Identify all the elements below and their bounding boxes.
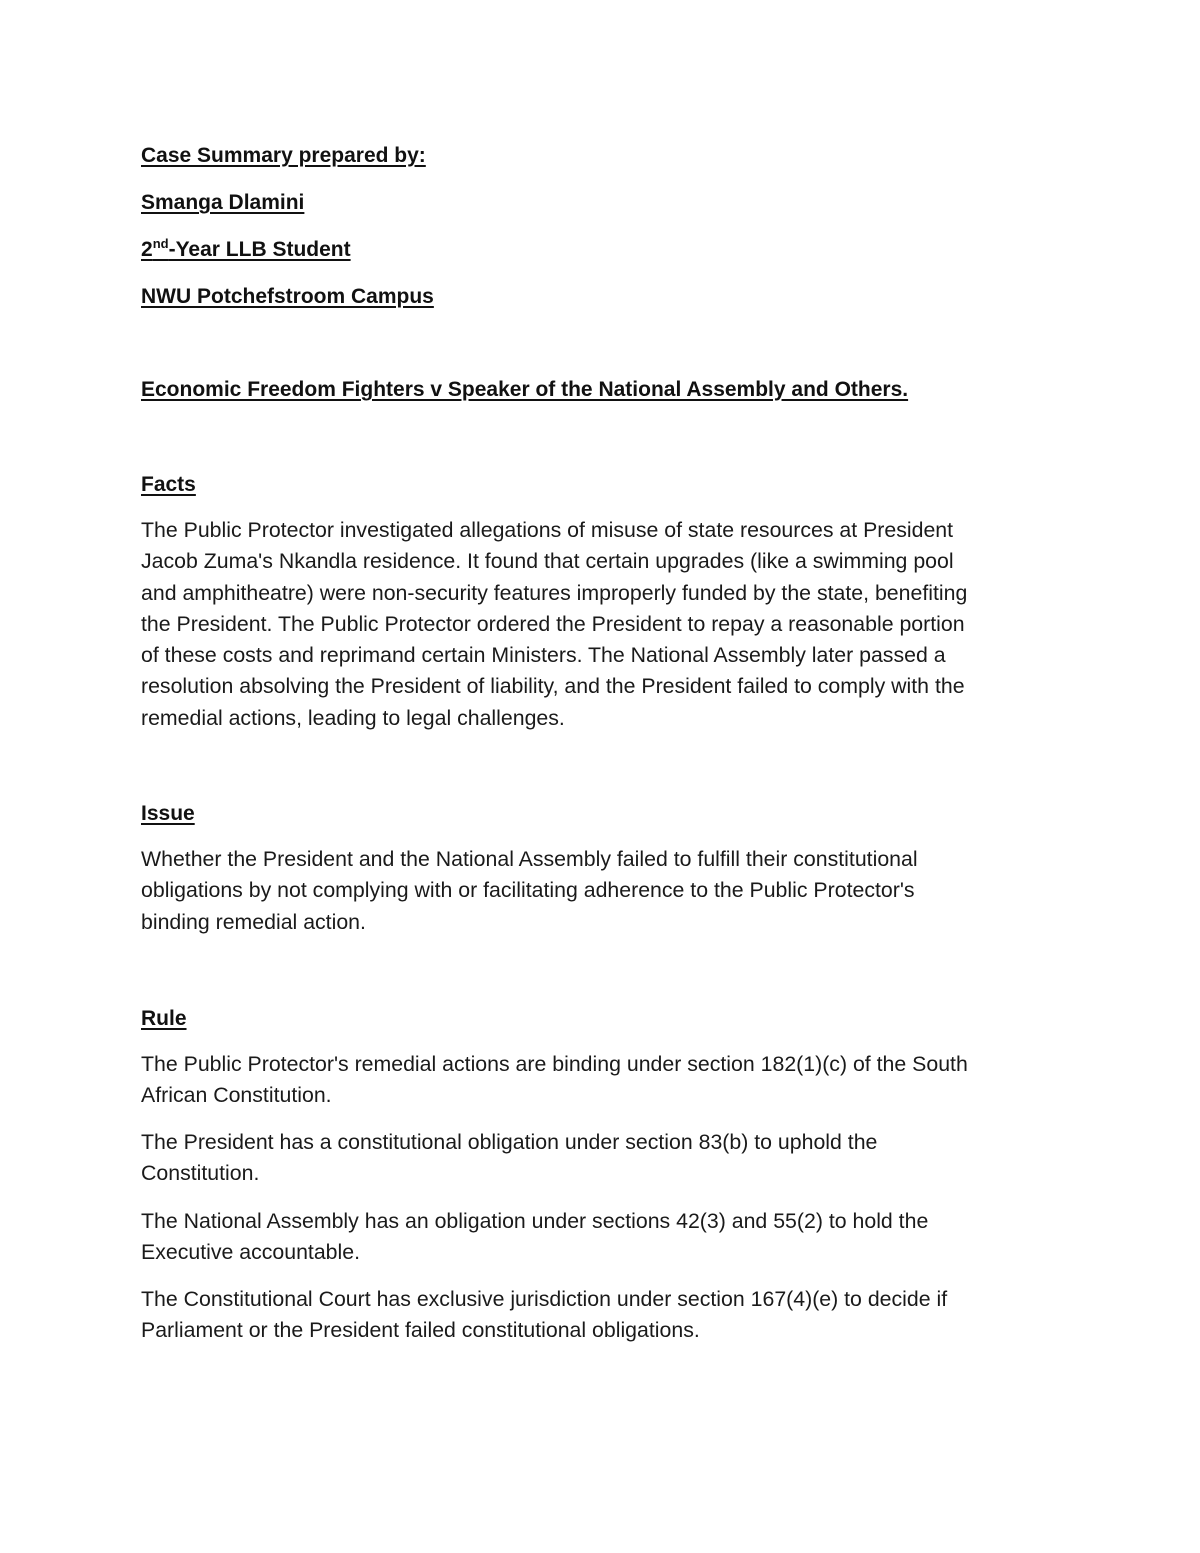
issue-line: binding remedial action. bbox=[141, 909, 366, 934]
facts-line: of these costs and reprimand certain Ministers. The National Assembly later passed a bbox=[141, 643, 946, 668]
issue-line: Whether the President and the National Assembly failed to fulfill their constitutional bbox=[141, 847, 918, 871]
rule-line: Executive accountable. bbox=[141, 1240, 361, 1265]
facts-line: The Public Protector investigated allegations of misuse of state resources at President bbox=[141, 518, 954, 542]
case-title: Economic Freedom Fighters v Speaker of the National Assembly and Others. bbox=[141, 378, 909, 401]
year-number: 2 bbox=[141, 238, 153, 261]
year-superscript: nd bbox=[152, 236, 169, 251]
rule-line: The President has a constitutional obligation under section 83(b) to uphold the bbox=[141, 1130, 878, 1154]
rule-line: The Public Protector's remedial actions are binding under section 182(1)(c) of the South bbox=[141, 1052, 968, 1076]
facts-line: remedial actions, leading to legal challenges. bbox=[141, 705, 565, 730]
facts-line: and amphitheatre) were non-security features improperly funded by the state, benefiting bbox=[141, 580, 968, 605]
rule-line: Parliament or the President failed constitutional obligations. bbox=[141, 1318, 700, 1343]
facts-line: the President. The Public Protector ordered the President to repay a reasonable portion bbox=[141, 611, 965, 636]
issue-heading: Issue bbox=[141, 802, 195, 825]
issue-paragraph bbox=[141, 844, 918, 938]
author-year-line bbox=[141, 237, 351, 263]
year-rest: -Year LLB Student bbox=[168, 238, 351, 261]
author-campus: NWU Potchefstroom Campus bbox=[141, 285, 434, 308]
facts-heading: Facts bbox=[141, 473, 196, 496]
rule-line: The National Assembly has an obligation under sections 42(3) and 55(2) to hold the bbox=[141, 1209, 929, 1233]
rule-heading: Rule bbox=[141, 1007, 187, 1030]
prepared-by-line: Case Summary prepared by: bbox=[141, 144, 426, 167]
facts-paragraph bbox=[141, 515, 967, 734]
rule-paragraph bbox=[141, 1127, 877, 1190]
rule-paragraph bbox=[141, 1284, 947, 1347]
rule-line: Constitution. bbox=[141, 1161, 260, 1186]
facts-line: resolution absolving the President of liability, and the President failed to comply with the bbox=[141, 674, 965, 699]
rule-paragraph bbox=[141, 1206, 928, 1269]
facts-line: Jacob Zuma's Nkandla residence. It found that certain upgrades (like a swimming pool bbox=[141, 549, 954, 574]
rule-line: The Constitutional Court has exclusive jurisdiction under section 167(4)(e) to decide if bbox=[141, 1287, 948, 1311]
rule-paragraph bbox=[141, 1049, 968, 1112]
rule-line: African Constitution. bbox=[141, 1083, 332, 1108]
author-name: Smanga Dlamini bbox=[141, 191, 305, 214]
issue-line: obligations by not complying with or facilitating adherence to the Public Protector's bbox=[141, 878, 915, 903]
